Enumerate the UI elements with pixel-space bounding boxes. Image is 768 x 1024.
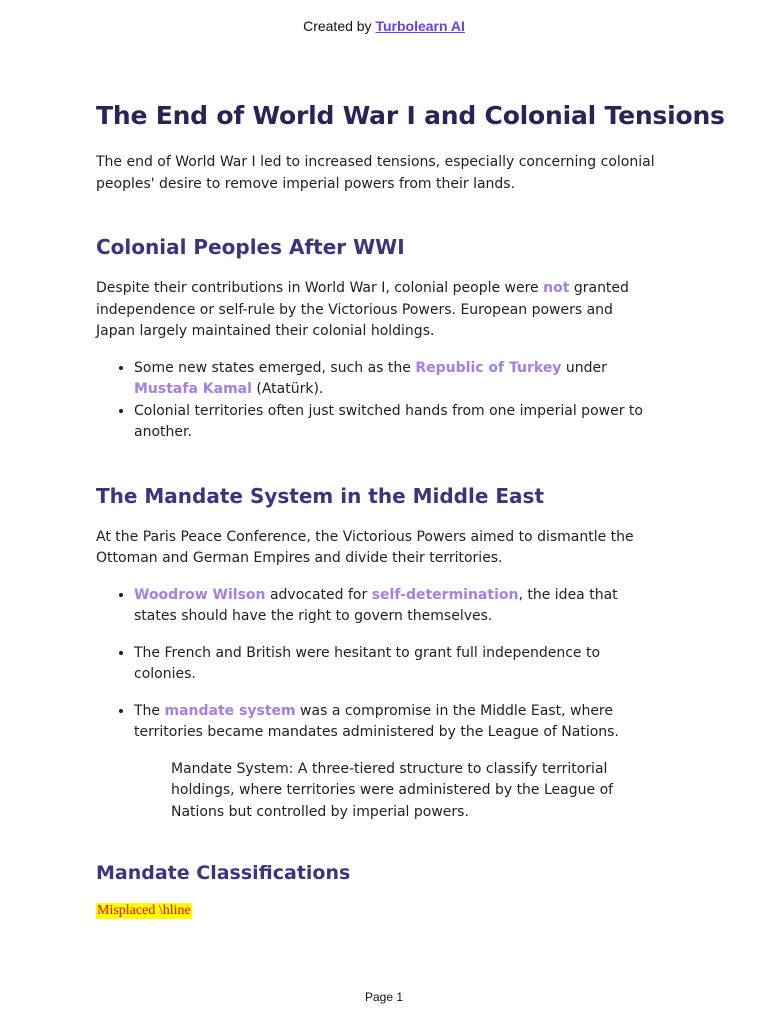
list-item bbox=[134, 585, 656, 628]
created-by-label: Created by bbox=[303, 18, 376, 34]
text-segment: advocated for bbox=[265, 586, 372, 603]
text-segment: (Atatürk). bbox=[251, 381, 324, 397]
colonial-peoples-list bbox=[96, 358, 656, 444]
mandate-definition-blockquote: Mandate System: A three-tiered structure to classify territorial holdings, where territories were administered by the League of Nations but controlled by imperial powers. bbox=[171, 760, 614, 820]
list-item: • Colonial territories often just switched hands from one imperial power to another. bbox=[134, 401, 656, 444]
render-error-message: Misplaced \hline bbox=[97, 903, 191, 918]
highlight-self-determination: self-determination bbox=[371, 586, 519, 603]
highlight-mustafa-kamal: Mustafa Kamal bbox=[134, 381, 252, 397]
text-segment: was a compromise in the Middle East, where territories became mandates administered by the League of Nations. bbox=[134, 702, 619, 740]
intro-paragraph: The end of World War I led to increased tensions, especially concerning colonial peoples' desire to remove imperial powers from their lands. bbox=[96, 154, 655, 192]
text-segment: under bbox=[561, 359, 607, 376]
text-segment: , the idea that states should have the right to govern themselves. bbox=[134, 586, 618, 624]
highlight-woodrow-wilson: Woodrow Wilson bbox=[134, 586, 266, 603]
mandate-system-list bbox=[96, 585, 656, 744]
list-item bbox=[134, 701, 656, 744]
highlight-mandate-system: mandate system bbox=[164, 702, 296, 719]
document-content bbox=[96, 98, 725, 919]
list-item bbox=[134, 358, 656, 401]
highlight-republic-of-turkey: Republic of Turkey bbox=[415, 359, 562, 376]
list-item: • The French and British were hesitant to grant full independence to colonies. bbox=[134, 643, 656, 686]
text-segment: Some new states emerged, such as the bbox=[134, 359, 416, 376]
colonial-peoples-paragraph bbox=[96, 278, 656, 343]
section-heading-colonial-peoples: Colonial Peoples After WWI bbox=[96, 235, 405, 259]
section-heading-mandate-classifications: Mandate Classifications bbox=[96, 862, 351, 884]
text-segment: The bbox=[134, 702, 165, 719]
turbolearn-link[interactable]: Turbolearn AI bbox=[375, 18, 465, 34]
page-number: Page 1 bbox=[364, 990, 404, 1004]
section-heading-mandate-system: The Mandate System in the Middle East bbox=[96, 483, 544, 508]
page-header bbox=[0, 18, 768, 34]
mandate-system-paragraph: At the Paris Peace Conference, the Victorious Powers aimed to dismantle the Ottoman and German Empires and divide their territories. bbox=[96, 528, 634, 566]
highlight-not: not bbox=[543, 280, 570, 296]
text-segment: Despite their contributions in World War I, colonial people were bbox=[96, 280, 544, 296]
page-title: The End of World War I and Colonial Tensions bbox=[96, 101, 725, 130]
text-segment: granted independence or self-rule by the Victorious Powers. European powers and Japan largely maintained their colonial holdings. bbox=[96, 280, 629, 339]
